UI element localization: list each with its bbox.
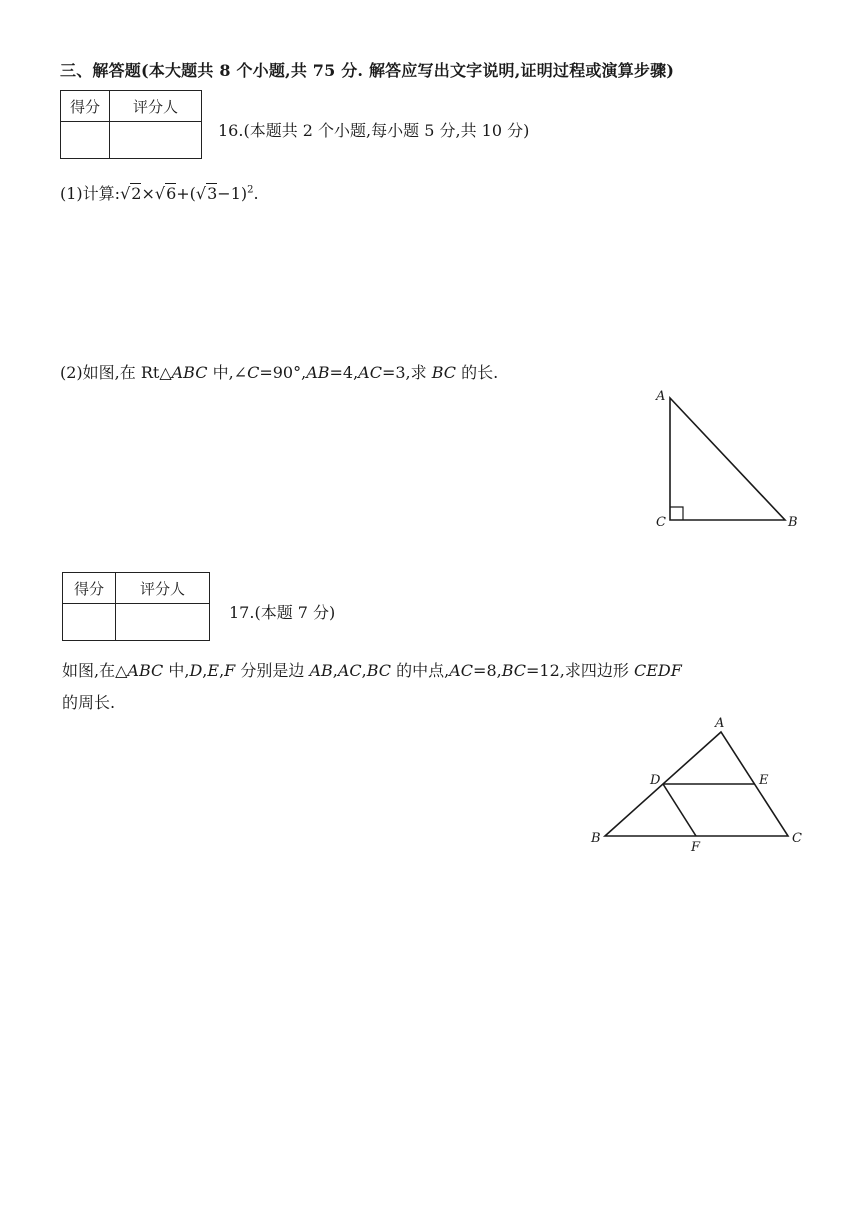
score-cell[interactable] <box>63 604 116 641</box>
grader-cell[interactable] <box>110 122 202 159</box>
vertex-label-c: C <box>792 831 802 846</box>
q17-title: 17.(本题 7 分) <box>229 603 336 622</box>
grader-label: 评分人 <box>110 91 202 122</box>
point-label-f: F <box>691 840 701 855</box>
grader-label: 评分人 <box>116 573 210 604</box>
q16-part1: (1)计算$:√2\times√6+(√3-1)^2$. <box>60 184 259 203</box>
score-label: 得分 <box>63 573 116 604</box>
section-heading: 三、解答题(本大题共 8 个小题,共 75 分. 解答应写出文字说明,证明过程或演算步骤) <box>60 61 675 80</box>
midpoint-triangle-figure <box>585 712 810 857</box>
q16-part2: (2)如图,在 Rt△ABC 中,∠C=90°,AB=4,AC=3,求 BC 的长. <box>60 363 499 382</box>
segment-df <box>663 784 696 836</box>
right-triangle-figure <box>640 380 820 540</box>
score-box-16 <box>60 90 202 159</box>
score-cell[interactable] <box>61 122 110 159</box>
vertex-label-a: A <box>656 389 666 404</box>
vertex-label-b: B <box>788 515 798 530</box>
q16-title: 16.(本题共 2 个小题,每小题 5 分,共 10 分) <box>218 121 530 140</box>
vertex-label-c: C <box>656 515 666 530</box>
q17-line1: 如图,在△ABC 中,D,E,F 分别是边 AB,AC,BC 的中点,AC=8,BC=12,求四边形 CEDF <box>62 661 682 680</box>
vertex-label-b: B <box>591 831 601 846</box>
vertex-label-a: A <box>715 716 725 731</box>
triangle-abc <box>670 398 785 520</box>
score-box-17 <box>62 572 210 641</box>
grader-cell[interactable] <box>116 604 210 641</box>
right-angle-mark <box>670 507 683 520</box>
point-label-d: D <box>650 773 661 788</box>
q17-line2: 的周长. <box>62 693 116 712</box>
point-label-e: E <box>759 773 769 788</box>
score-label: 得分 <box>61 91 110 122</box>
